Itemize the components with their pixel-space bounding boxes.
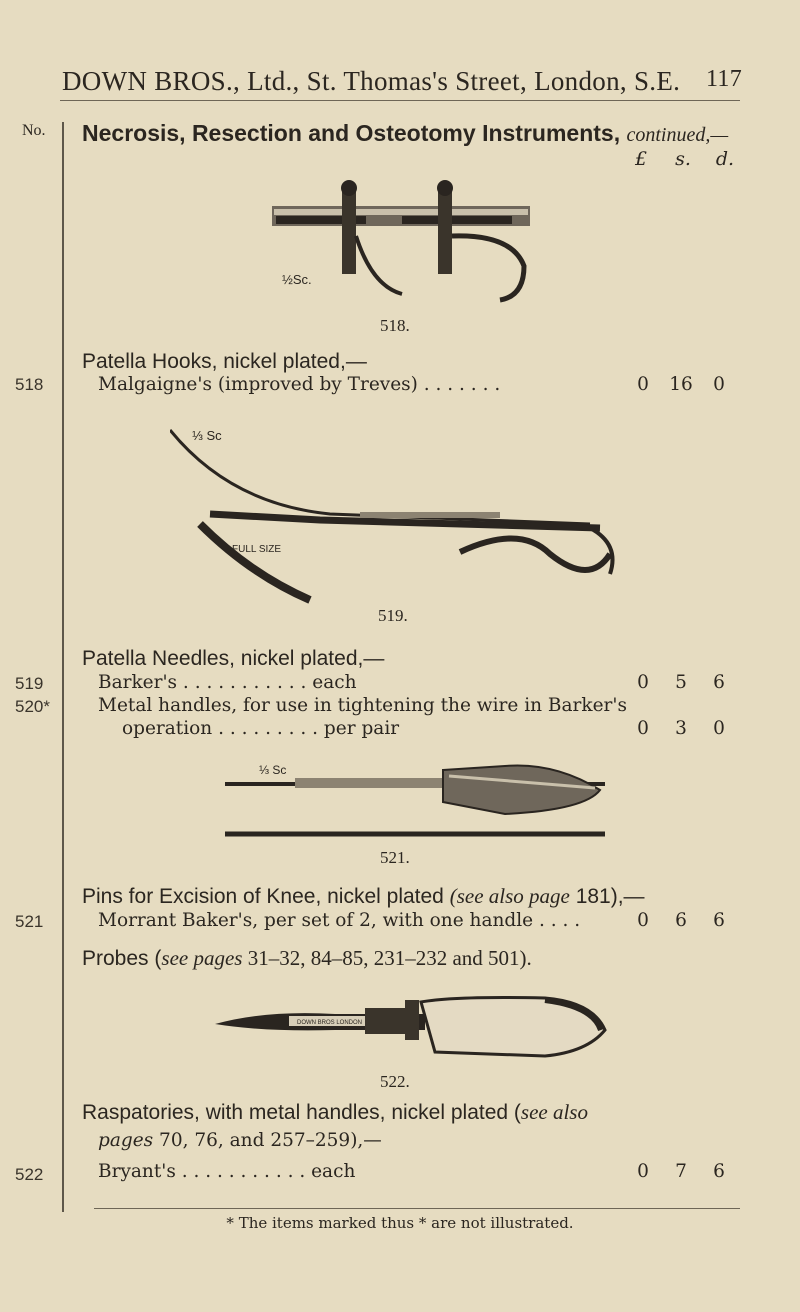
heading-patella-needles: Patella Needles, nickel plated,— <box>82 647 385 670</box>
item-number-521: 521 <box>15 912 44 931</box>
currency-shillings: s. <box>675 148 691 170</box>
item-number-520: 520* <box>15 697 50 716</box>
section-continued: continued,— <box>626 124 729 146</box>
scale-note-521: ⅓ Sc <box>259 763 287 777</box>
full-size-note: FULL SIZE <box>232 544 282 555</box>
header-rule <box>60 100 740 101</box>
item-number-519: 519 <box>15 674 44 693</box>
catalogue-page: DOWN BROS., Ltd., St. Thomas's Street, London, S.E. 117 No. Necrosis, Resection and Osteotomy Instruments, continued,— £ s. d. ½Sc. 518. Patella Hooks, nickel plated,— 518 Malgaigne's (improved by Treves) . . . . . . . 0 16 0 ⅓ Sc FULL SIZE 519. Patella Needles, nickel plated,— 519 Barker's . . . . . . . . . . . each 0 5 6 520* Metal handles, for use in tightening the wire in Barker's operation . . . . . . . . . per pair 0 3 0 ⅓ Sc 521. Pins for Excision of Knee, nickel plated (see also page 181),— 521 Morrant Baker's, per set of 2, with one handle . . . . 0 6 6 Probes (see pages 31–32, 84–85, 231–232 and 501). DOWN BROS LONDON 522. Raspatories, with metal handles, nickel plated (see also pages 70, 76, and 257–259),— 522 Bryant's . . . . . . . . . . . each 0 7 6 * The items marked thus * are not illustrated. <box>0 0 800 1312</box>
heading-excision-pins: Pins for Excision of Knee, nickel plated (see also page 181),— <box>82 884 645 908</box>
section-title: Necrosis, Resection and Osteotomy Instruments, continued,— <box>82 120 729 146</box>
figure-caption-521: 521. <box>380 848 410 867</box>
figure-caption-522: 522. <box>380 1072 410 1091</box>
currency-pence: d. <box>715 148 735 170</box>
heading-raspatories: Raspatories, with metal handles, nickel plated (see also <box>82 1100 588 1124</box>
heading-patella-hooks: Patella Hooks, nickel plated,— <box>82 350 367 373</box>
page-header <box>62 66 742 97</box>
currency-pounds: £ <box>634 148 648 170</box>
page-number: 117 <box>705 66 742 92</box>
footnote-rule <box>94 1208 740 1209</box>
item-number-518: 518 <box>15 375 44 394</box>
heading-probes: Probes (see pages 31–32, 84–85, 231–232 and 501). <box>82 946 532 970</box>
footnote: * The items marked thus * are not illustrated. <box>226 1214 574 1232</box>
scale-note-519: ⅓ Sc <box>192 428 222 443</box>
number-column-label: No. <box>22 122 46 139</box>
item-number-522: 522 <box>15 1165 44 1184</box>
patella-needles-illustration <box>170 424 630 604</box>
currency-columns <box>620 148 746 170</box>
raspatory-illustration <box>215 996 615 1066</box>
figure-caption-518: 518. <box>380 316 410 335</box>
header-text: DOWN BROS., Ltd., St. Thomas's Street, London, S.E. <box>62 66 681 96</box>
figure-caption-519: 519. <box>378 606 408 625</box>
patella-hooks-illustration <box>262 176 542 316</box>
scale-note-518: ½Sc. <box>282 272 312 287</box>
column-divider <box>62 122 64 1212</box>
knee-pins-illustration <box>225 762 615 842</box>
maker-mark-522: DOWN BROS LONDON <box>297 1020 363 1026</box>
